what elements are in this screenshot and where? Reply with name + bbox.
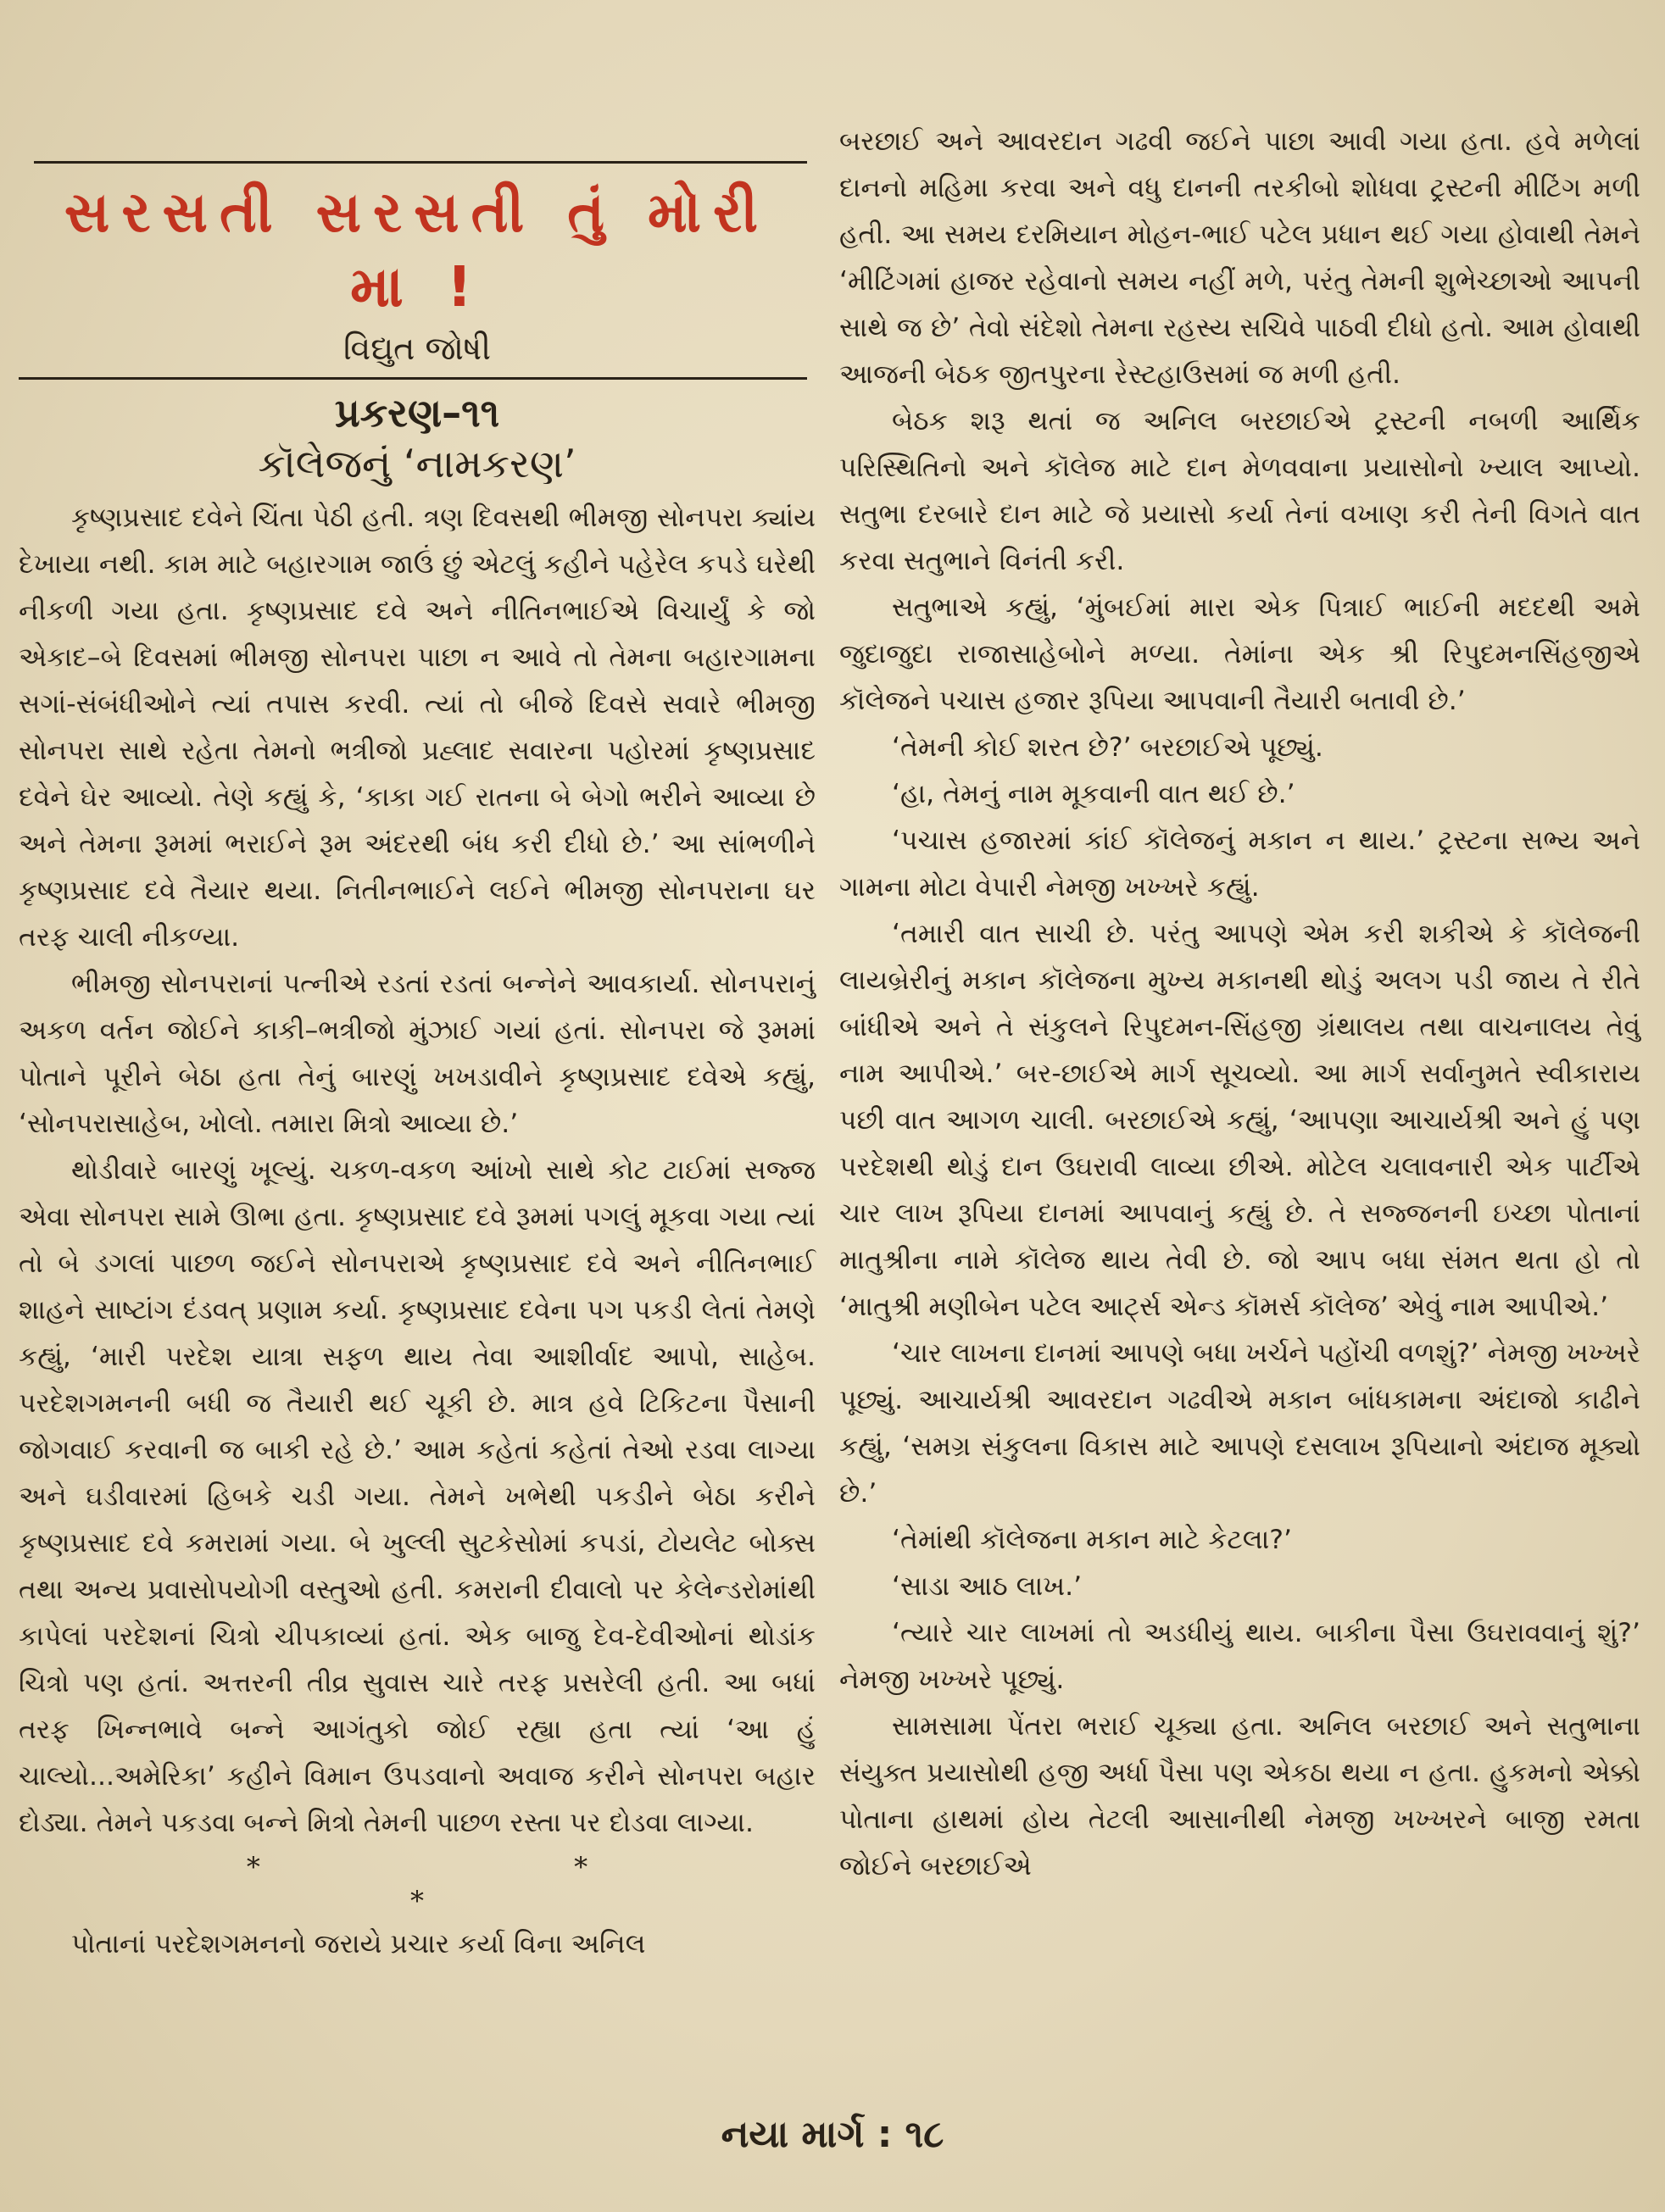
- dialogue-line: ‘તેમાંથી કૉલેજના મકાન માટે કેટલા?’: [892, 1525, 1293, 1555]
- body-paragraph: સામસામા પેંતરા ભરાઈ ચૂક્યા હતા. અનિલ બરછાઈ અને સતુભાના સંયુક્ત પ્રયાસોથી હજી અર્ધા પૈસા પણ એકઠા થયા ન હતા. હુકમનો એક્કો પોતાના હાથમાં હોય તેટલી આસાનીથી નેમજી ખખ્ખરને બાજી રમતા જોઈને બરછાઈએ: [839, 1711, 1640, 1881]
- body-paragraph: કૃષ્ણપ્રસાદ દવેને ચિંતા પેઠી હતી. ત્રણ દિવસથી ભીમજી સોનપરા ક્યાંય દેખાયા નથી. કામ માટે બહારગામ જાઉં છું એટલું કહીને પહેરેલ કપડે ઘરેથી નીકળી ગયા હતા. કૃષ્ણપ્રસાદ દવે અને નીતિનભાઈએ વિચાર્યું કે જો એકાદ–બે દિવસમાં ભીમજી સોનપરા પાછા ન આવે તો તેમના બહારગામના સગાં-સંબંધીઓને ત્યાં તપાસ કરવી. ત્યાં તો બીજે દિવસે સવારે ભીમજી સોનપરા સાથે રહેતા તેમનો ભત્રીજો પ્રહ્લાદ સવારના પહોરમાં કૃષ્ણપ્રસાદ દવેને ઘેર આવ્યો. તેણે કહ્યું કે, ‘કાકા ગઈ રાતના બે બેગો ભરીને આવ્યા છે અને તેમના રૂમમાં ભરાઈને રૂમ અંદરથી બંધ કરી દીધો છે.’ આ સાંભળીને કૃષ્ણપ્રસાદ દવે તૈયાર થયા. નિતીનભાઈને લઈને ભીમજી સોનપરાના ઘર તરફ ચાલી નીકળ્યા.: [19, 503, 816, 953]
- body-paragraph: સતુભાએ કહ્યું, ‘મુંબઈમાં મારા એક પિત્રાઈ ભાઈની મદદથી અમે જુદાજુદા રાજાસાહેબોને મળ્યા. તેમાંના એક શ્રી રિપુદમનસિંહજીએ કૉલેજને પચાસ હજાર રૂપિયા આપવાની તૈયારી બતાવી છે.’: [839, 592, 1640, 716]
- header-bottom-rule: [19, 377, 807, 380]
- body-paragraph: બેઠક શરૂ થતાં જ અનિલ બરછાઈએ ટ્રસ્ટની નબળી આર્થિક પરિસ્થિતિનો અને કૉલેજ માટે દાન મેળવવાના પ્રયાસોનો ખ્યાલ આપ્યો. સતુભા દરબારે દાન માટે જે પ્રયાસો કર્યા તેનાં વખાણ કરી તેની વિગતે વાત કરવા સતુભાને વિનંતી કરી.: [839, 406, 1640, 576]
- body-paragraph: ભીમજી સોનપરાનાં પત્નીએ રડતાં રડતાં બન્નેને આવકાર્યા. સોનપરાનું અકળ વર્તન જોઈને કાકી–ભત્રીજો મુંઝાઈ ગયાં હતાં. સોનપરા જે રૂમમાં પોતાને પૂરીને બેઠા હતા તેનું બારણું ખખડાવીને કૃષ્ણપ્રસાદ દવેએ કહ્યું, ‘સોનપરાસાહેબ, ખોલો. તમારા મિત્રો આવ્યા છે.’: [19, 969, 816, 1139]
- dialogue-line: ‘હા, તેમનું નામ મૂકવાની વાત થઈ છે.’: [892, 779, 1295, 809]
- section-separator: * * *: [246, 1851, 741, 1917]
- body-paragraph: પોતાનાં પરદેશગમનનો જરાયે પ્રચાર કર્યા વિના અનિલ: [71, 1929, 646, 1959]
- article-title: સરસતી સરસતી તું મોરી મા !: [64, 180, 771, 320]
- body-paragraph: ‘ચાર લાખના દાનમાં આપણે બધા ખર્ચને પહોંચી વળશું?’ નેમજી ખખ્ખરે પૂછ્યું. આચાર્યશ્રી આવરદાન ગઢવીએ મકાન બાંધકામના અંદાજો કાઢીને કહ્યું, ‘સમગ્ર સંકુલના વિકાસ માટે આપણે દસલાખ રૂપિયાનો અંદાજ મૂક્યો છે.’: [839, 1338, 1640, 1509]
- article-author: વિદ્યુત જોષી: [342, 330, 492, 367]
- dialogue-line: ‘તેમની કોઈ શરત છે?’ બરછાઈએ પૂછ્યું.: [892, 732, 1323, 763]
- body-paragraph: ‘તમારી વાત સાચી છે. પરંતુ આપણે એમ કરી શકીએ કે કૉલેજની લાયબ્રેરીનું મકાન કૉલેજના મુખ્ય મકાનથી થોડું અલગ પડી જાય તે રીતે બાંધીએ અને તે સંકુલને રિપુદમન-સિંહજી ગ્રંથાલય તથા વાચનાલય તેવું નામ આપીએ.’ બર-છાઈએ માર્ગ સૂચવ્યો. આ માર્ગ સર્વાનુમતે સ્વીકારાય પછી વાત આગળ ચાલી. બરછાઈએ કહ્યું, ‘આપણા આચાર્યશ્રી અને હું પણ પરદેશથી થોડું દાન ઉઘરાવી લાવ્યા છીએ. મોટેલ ચલાવનારી એક પાર્ટીએ ચાર લાખ રૂપિયા દાનમાં આપવાનું કહ્યું છે. તે સજ્જનની ઇચ્છા પોતાનાં માતુશ્રીના નામે કૉલેજ થાય તેવી છે. જો આપ બધા સંમત થતા હો તો ‘માતુશ્રી મણીબેન પટેલ આર્ટ્સ એન્ડ કૉમર્સ કૉલેજ’ એવું નામ આપીએ.’: [839, 919, 1640, 1322]
- body-paragraph: બરછાઈ અને આવરદાન ગઢવી જઈને પાછા આવી ગયા હતા. હવે મળેલાં દાનનો મહિમા કરવા અને વધુ દાનની તરકીબો શોધવા ટ્રસ્ટની મીટિંગ મળી હતી. આ સમય દરમિયાન મોહન-ભાઈ પટેલ પ્રધાન થઈ ગયા હોવાથી તેમને ‘મીટિંગમાં હાજર રહેવાનો સમય નહીં મળે, પરંતુ તેમની શુભેચ્છાઓ આપની સાથે જ છે’ તેવો સંદેશો તેમના રહસ્ય સચિવે પાઠવી દીધો હતો. આમ હોવાથી આજની બેઠક જીતપુરના રેસ્ટહાઉસમાં જ મળી હતી.: [839, 126, 1640, 390]
- header-top-rule: [34, 161, 807, 164]
- body-paragraph: થોડીવારે બારણું ખૂલ્યું. ચકળ-વકળ આંખો સાથે કોટ ટાઈમાં સજ્જ એવા સોનપરા સામે ઊભા હતા. કૃષ્ણપ્રસાદ દવે રૂમમાં પગલું મૂકવા ગયા ત્યાં તો બે ડગલાં પાછળ જઈને સોનપરાએ કૃષ્ણપ્રસાદ દવે અને નીતિનભાઈ શાહને સાષ્ટાંગ દંડવત્ પ્રણામ કર્યા. કૃષ્ણપ્રસાદ દવેના પગ પકડી લેતાં તેમણે કહ્યું, ‘મારી પરદેશ યાત્રા સફળ થાય તેવા આશીર્વાદ આપો, સાહેબ. પરદેશગમનની બધી જ તૈયારી થઈ ચૂકી છે. માત્ર હવે ટિકિટના પૈસાની જોગવાઈ કરવાની જ બાકી રહે છે.’ આમ કહેતાં કહેતાં તેઓ રડવા લાગ્યા અને ઘડીવારમાં હિબકે ચડી ગયા. તેમને ખભેથી પકડીને બેઠા કરીને કૃષ્ણપ્રસાદ દવે કમરામાં ગયા. બે ખુલ્લી સુટકેસોમાં કપડાં, ટોયલેટ બોક્સ તથા અન્ય પ્રવાસોપયોગી વસ્તુઓ હતી. કમરાની દીવાલો પર કેલેન્ડરોમાંથી કાપેલાં પરદેશનાં ચિત્રો ચીપકાવ્યાં હતાં. એક બાજુ દેવ-દેવીઓનાં થોડાંક ચિત્રો પણ હતાં. અત્તરની તીવ્ર સુવાસ ચારે તરફ પ્રસરેલી હતી. આ બધાં તરફ ખિન્નભાવે બન્ને આગંતુકો જોઈ રહ્યા હતા ત્યાં ‘આ હું ચાલ્યો...અમેરિકા’ કહીને વિમાન ઉપડવાનો અવાજ કરીને સોનપરા બહાર દોડ્યા. તેમને પકડવા બન્ને મિત્રો તેમની પાછળ રસ્તા પર દોડવા લાગ્યા.: [19, 1155, 816, 1838]
- left-column: [19, 127, 816, 1968]
- dialogue-line: ‘સાડા આઠ લાખ.’: [892, 1571, 1083, 1602]
- right-column: [839, 119, 1640, 1890]
- article-header: [19, 127, 816, 488]
- page-footer: નયા માર્ગ : ૧૮: [721, 2113, 944, 2156]
- body-paragraph: ‘ત્યારે ચાર લાખમાં તો અડધીયું થાય. બાકીના પૈસા ઉઘરાવવાનું શું?’ નેમજી ખખ્ખરે પૂછ્યું.: [839, 1618, 1640, 1695]
- body-paragraph: ‘પચાસ હજારમાં કાંઈ કૉલેજનું મકાન ન થાય.’ ટ્રસ્ટના સભ્ય અને ગામના મોટા વેપારી નેમજી ખખ્ખરે કહ્યું.: [839, 825, 1640, 903]
- chapter-subtitle: કૉલેજનું ‘નામકરણ’: [258, 441, 576, 486]
- chapter-heading: પ્રકરણ–૧૧: [334, 390, 500, 436]
